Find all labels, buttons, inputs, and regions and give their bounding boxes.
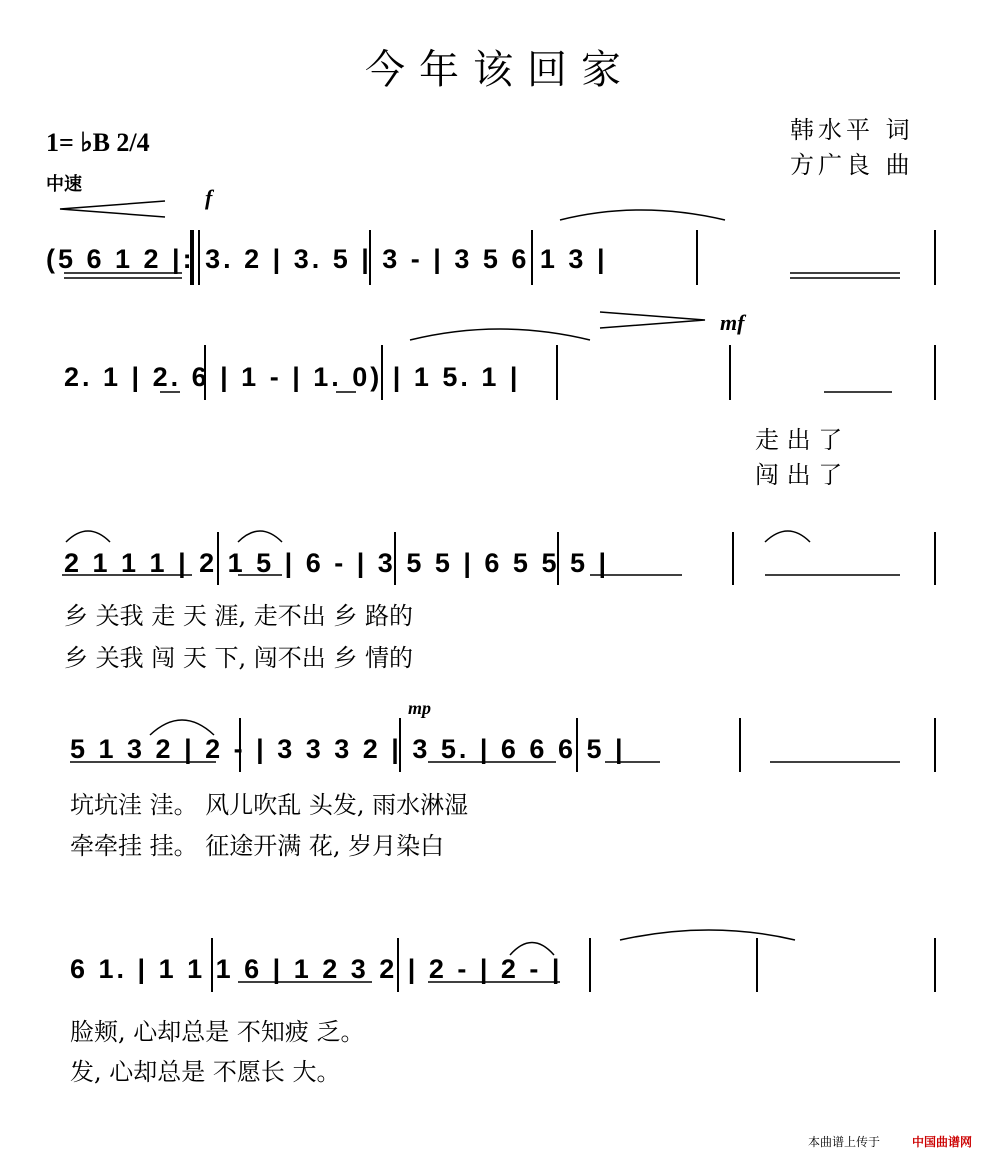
lyric-verse-2-line-4: 牵牵挂 挂。 征途开满 花, 岁月染白 bbox=[70, 832, 445, 860]
lyric-verse-1-line-2: 走 出 了 bbox=[755, 426, 843, 454]
lyric-verse-1-line-4: 坑坑洼 洼。 风儿吹乱 头发, 雨水淋湿 bbox=[70, 791, 469, 819]
lyricist-credit: 韩水平 词 bbox=[790, 116, 914, 144]
dynamic-mp: mp bbox=[408, 698, 432, 718]
upload-note: 本曲谱上传于 bbox=[808, 1135, 881, 1149]
dynamic-mf: mf bbox=[720, 310, 745, 335]
notation-system-3: 2 1 1 1 | 2 1 5 | 6 - | 3 5 5 | 6 5 5 5 | bbox=[64, 548, 610, 578]
lyric-verse-2-line-3: 乡 关我 闯 天 下, 闯不出 乡 情的 bbox=[64, 644, 414, 672]
notation-system-4: 5 1 3 2 | 2 - | 3 3 3 2 | 3 5. | 6 6 6 5 | bbox=[70, 734, 626, 764]
notation-system-1: (5 6 1 2 |: 3. 2 | 3. 5 | 3 - | 3 5 6 1 3 | bbox=[46, 244, 608, 274]
tempo-marking: 中速 bbox=[46, 174, 82, 195]
lyric-verse-1-line-5: 脸颊, 心却总是 不知疲 乏。 bbox=[70, 1018, 365, 1046]
page-title: 今年该回家 bbox=[365, 47, 635, 93]
notation-system-5: 6 1. | 1 1 1 6 | 1 2 3 2 | 2 - | 2 - | bbox=[70, 954, 563, 984]
composer-credit: 方广良 曲 bbox=[790, 151, 914, 179]
lyric-verse-2-line-5: 发, 心却总是 不愿长 大。 bbox=[70, 1058, 341, 1086]
lyric-verse-1-line-3: 乡 关我 走 天 涯, 走不出 乡 路的 bbox=[64, 602, 414, 630]
key-signature: 1= ♭B 2/4 bbox=[46, 128, 150, 157]
notation-system-2: 2. 1 | 2. 6 | 1 - | 1. 0) | 1 5. 1 | bbox=[64, 362, 521, 392]
site-brand[interactable]: 中国曲谱网 bbox=[912, 1135, 973, 1149]
lyric-verse-2-line-2: 闯 出 了 bbox=[755, 461, 843, 489]
dynamic-f: f bbox=[205, 185, 213, 210]
